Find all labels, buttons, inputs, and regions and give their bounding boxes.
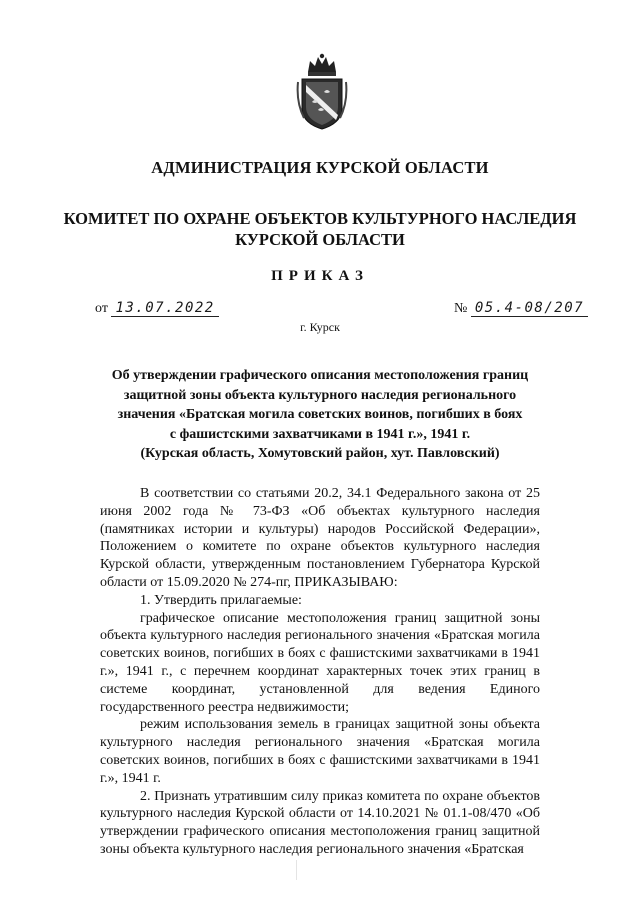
number-prefix: № [454, 301, 468, 316]
committee-name [60, 208, 580, 250]
committee-name-line-2: КУРСКОЙ ОБЛАСТИ [235, 230, 405, 249]
kursk-oblast-coat-of-arms-icon [296, 52, 348, 130]
date-prefix: от [95, 301, 108, 316]
title-line: значения «Братская могила советских воинов, погибших в боях [117, 407, 523, 423]
body-paragraph: режим использования земель в границах защитной зоны объекта культурного наследия регионального значения «Братская могила советских воинов, погибших в боях с фашистскими захватчиками в 1941 г.», 1941 г. [100, 717, 540, 786]
page-mark [296, 860, 297, 880]
organization-name: АДМИНИСТРАЦИЯ КУРСКОЙ ОБЛАСТИ [151, 158, 489, 177]
city: г. Курск [300, 320, 340, 334]
body-paragraph: графическое описание местоположения границ защитной зоны объекта культурного наследия регионального значения «Братская могила советских воинов, погибших в боях с фашистскими захватчиками в 1941 г.», 1941 г., с перечнем координат характерных точек этих границ в системе координат, установленной для ведения Единого государственного реестра недвижимости; [100, 610, 540, 715]
document-body [100, 485, 540, 859]
committee-name-line-1: КОМИТЕТ ПО ОХРАНЕ ОБЪЕКТОВ КУЛЬТУРНОГО НАСЛЕДИЯ [63, 209, 577, 228]
date-value: 13.07.2022 [111, 300, 218, 317]
title-line: защитной зоны объекта культурного наследия регионального [123, 387, 517, 403]
body-paragraph: В соответствии со статьями 20.2, 34.1 Федерального закона от 25 июня 2002 года № 73-ФЗ «Об объектах культурного наследия (памятниках истории и культуры) народов Российской Федерации», Положением о комитете по охране объектов культурного наследия Курской области, утвержденным постановлением Губернатора Курской области от 15.09.2020 № 274-пг, ПРИКАЗЫВАЮ: [100, 486, 540, 590]
document-title [100, 366, 540, 464]
number-value: 05.4-08/207 [471, 300, 588, 317]
order-number [454, 300, 588, 317]
title-line: (Курская область, Хомутовский район, хут. Павловский) [140, 446, 500, 462]
body-paragraph: 1. Утвердить прилагаемые: [140, 592, 302, 608]
body-paragraph: 2. Признать утратившим силу приказ комитета по охране объектов культурного наследия Курской области от 14.10.2021 № 01.1-08/470 «Об утверждении графического описания местоположения границ защитной зоны объекта культурного наследия регионального значения «Братская [100, 788, 540, 857]
title-line: Об утверждении графического описания местоположения границ [111, 368, 529, 383]
title-line: с фашистскими захватчиками в 1941 г.», 1941 г. [169, 426, 471, 442]
order-date [95, 300, 219, 317]
document-type: ПРИКАЗ [271, 268, 369, 284]
